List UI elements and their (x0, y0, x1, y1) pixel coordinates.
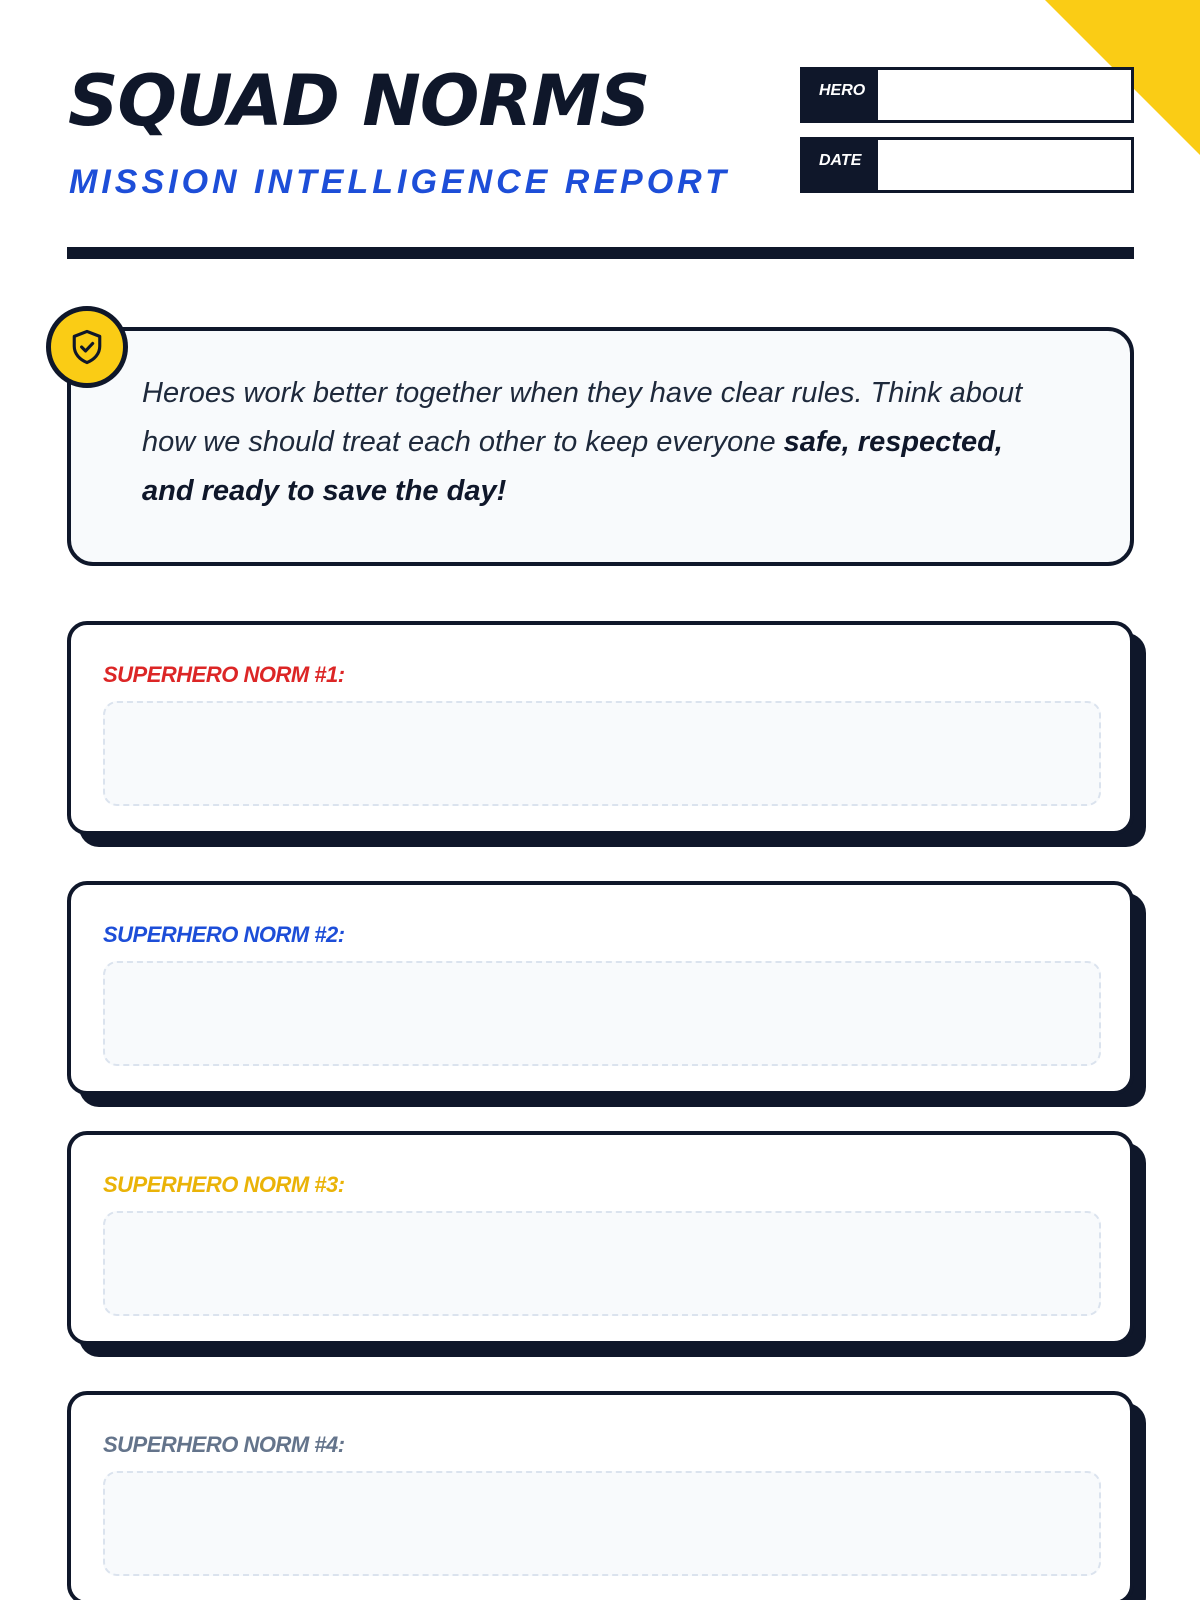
intro-text-plain: Heroes work better together when they have clear rules. Think about how we should treat each other to keep everyone (142, 377, 1023, 458)
date-field[interactable] (800, 137, 1134, 193)
norm-label-4: SUPERHERO NORM #4: (103, 1432, 345, 1457)
date-input[interactable] (878, 140, 1131, 190)
norm-input-4[interactable] (103, 1471, 1101, 1576)
shield-check-icon (46, 306, 128, 388)
norm-label-1: SUPERHERO NORM #1: (103, 662, 345, 687)
norm-card-2 (67, 881, 1134, 1095)
hero-field[interactable] (800, 67, 1134, 123)
norm-label-2: SUPERHERO NORM #2: (103, 922, 345, 947)
intro-text-bold: safe, respected, and ready to save the day! (142, 426, 1003, 507)
norm-input-1[interactable] (103, 701, 1101, 806)
norm-card-3 (67, 1131, 1134, 1345)
norm-label-3: SUPERHERO NORM #3: (103, 1172, 345, 1197)
hero-input[interactable] (878, 70, 1131, 120)
shield-check-icon-svg (70, 328, 104, 366)
date-label: DATE (803, 140, 878, 190)
header-divider (67, 247, 1134, 259)
norm-input-2[interactable] (103, 961, 1101, 1066)
intro-text (142, 369, 1062, 516)
page-subtitle: MISSION INTELLIGENCE REPORT (69, 163, 730, 201)
norm-card-1 (67, 621, 1134, 835)
intro-box (67, 327, 1134, 566)
hero-label: HERO (803, 70, 878, 120)
norm-input-3[interactable] (103, 1211, 1101, 1316)
norm-card-4 (67, 1391, 1134, 1600)
page-title: SQUAD NORMS (68, 60, 650, 142)
